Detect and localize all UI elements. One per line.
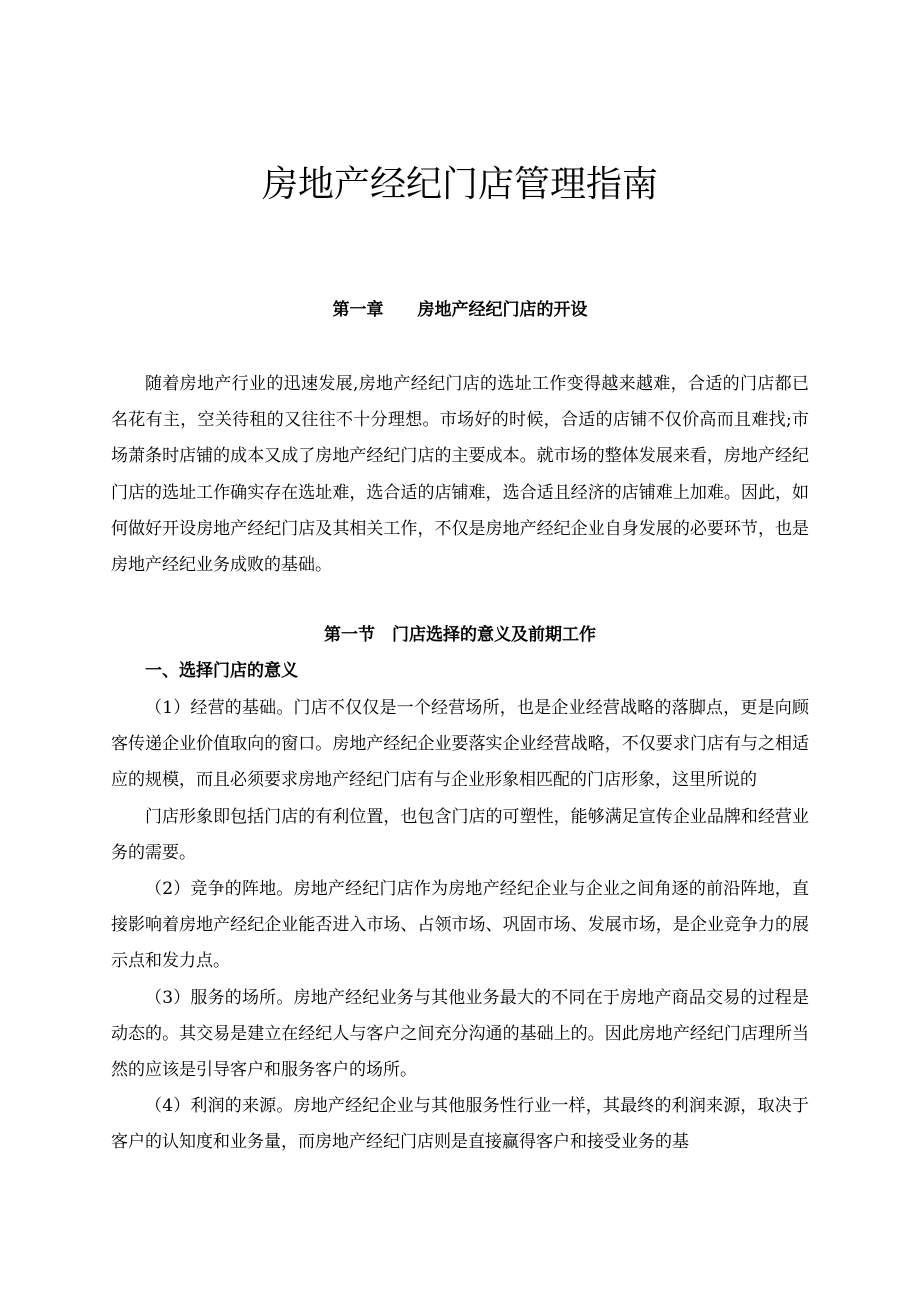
document-title: 房地产经纪门店管理指南: [261, 164, 658, 205]
paragraph-5: （4）利润的来源。房地产经纪企业与其他服务性行业一样，其最终的利润来源，取决于客户的认知度和业务量，而房地产经纪门店则是直接赢得客户和接受业务的基: [111, 1096, 809, 1153]
paragraph-2: 门店形象即包括门店的有利位置，也包含门店的可塑性，能够满足宣传企业品牌和经营业务的需要。: [111, 806, 809, 863]
chapter-heading: 第一章 房地产经纪门店的开设: [332, 300, 588, 320]
section-body: [111, 690, 809, 1161]
paragraph-3: （2）竞争的阵地。房地产经纪门店作为房地产经纪企业与企业之间角逐的前沿阵地，直接影响着房地产经纪企业能否进入市场、占领市场、巩固市场、发展市场，是企业竞争力的展示点和发力点。: [111, 879, 809, 972]
intro-paragraph: 随着房地产行业的迅速发展,房地产经纪门店的选址工作变得越来越难，合适的门店都已名花有主，空关待租的又往往不十分理想。市场好的时候，合适的店铺不仅价高而且难找;市场萧条时店铺的成本又成了房地产经纪门店的主要成本。就市场的整体发展来看，房地产经纪门店的选址工作确实存在选址难，选合适的店铺难，选合适且经济的店铺难上加难。因此，如何做好开设房地产经纪门店及其相关工作，不仅是房地产经纪企业自身发展的必要环节，也是房地产经纪业务成败的基础。: [111, 374, 809, 576]
chapter-intro: [111, 366, 809, 583]
paragraph-4: （3）服务的场所。房地产经纪业务与其他业务最大的不同在于房地产商品交易的过程是动态的。其交易是建立在经纪人与客户之间充分沟通的基础上的。因此房地产经纪门店理所当然的应该是引导客户和服务客户的场所。: [111, 987, 809, 1081]
paragraph-1: （1）经营的基础。门店不仅仅是一个经营场所，也是企业经营战略的落脚点，更是向顾客传递企业价值取向的窗口。房地产经纪企业要落实企业经营战略，不仅要求门店有与之相适应的规模，而且必须要求房地产经纪门店有与企业形象相匹配的门店形象，这里所说的: [111, 698, 809, 791]
subsection-heading: 一、选择门店的意义: [145, 661, 298, 681]
section-heading: 第一节 门店选择的意义及前期工作: [324, 625, 596, 645]
